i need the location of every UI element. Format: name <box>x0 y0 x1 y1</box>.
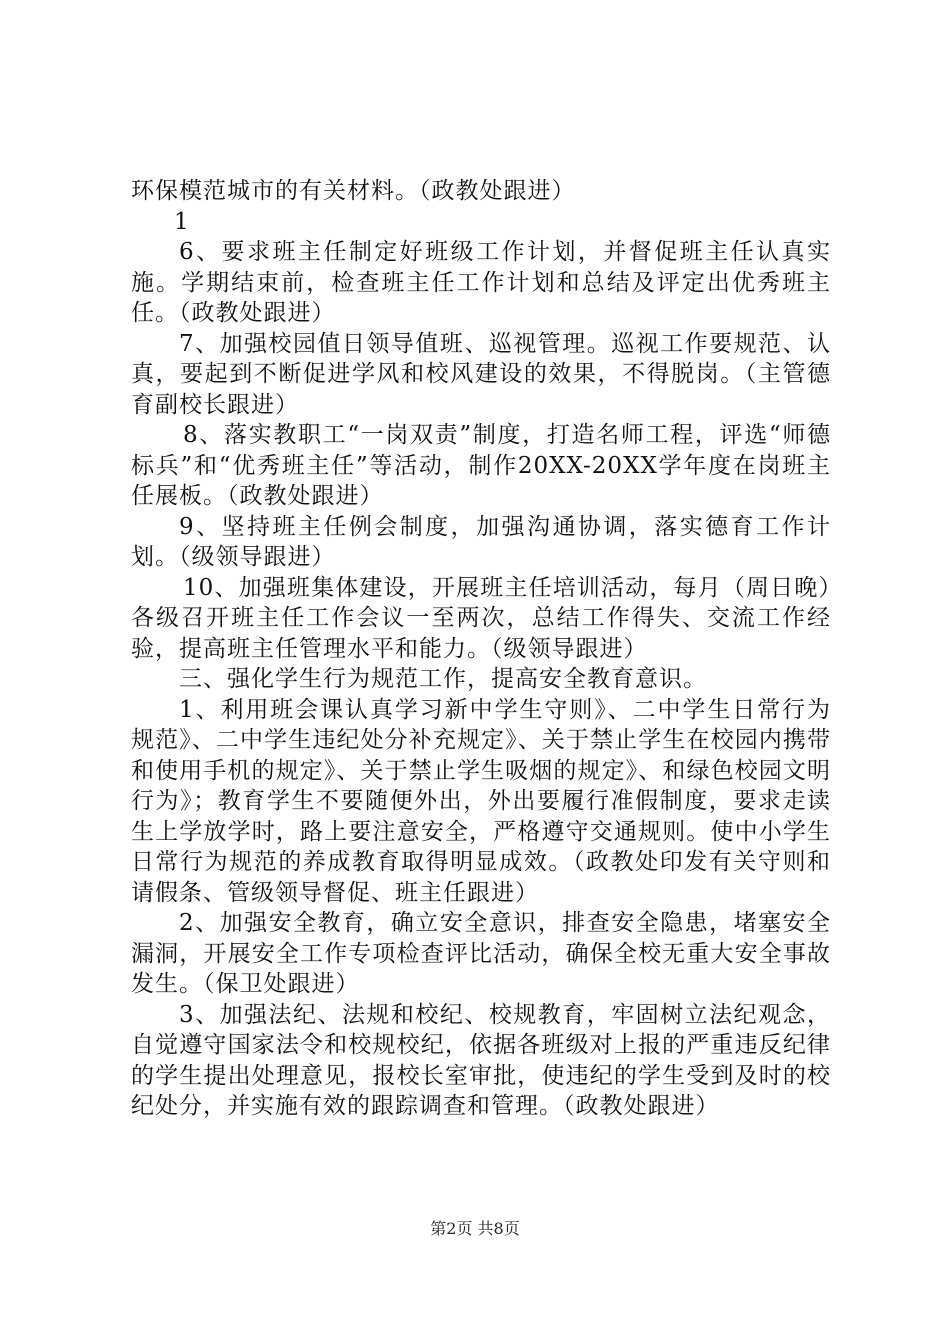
page-footer: 第2页 共8页 <box>430 1219 520 1238</box>
paragraph-section3-item-2: 2、加强安全教育，确立安全意识，排查安全隐患，堵塞安全漏洞，开展安全工作专项检查评比活动，确保全校无重大安全事故发生。（保卫处跟进） <box>131 910 831 997</box>
document-body <box>131 176 831 1122</box>
paragraph-item-6: 6、要求班主任制定好班级工作计划，并督促班主任认真实施。学期结束前，检查班主任工作计划和总结及评定出优秀班主任。（政教处跟进） <box>131 239 831 326</box>
paragraph-section3-item-1: 1、利用班会课认真学习新中学生守则》、二中学生日常行为规范》、二中学生违纪处分补充规定》、关于禁止学生在校园内携带和使用手机的规定》、关于禁止学生吸烟的规定》、和绿色校园文明行为》；教育学生不要随便外出，外出要履行准假制度，要求走读生上学放学时，路上要注意安全，严格遵守交通规则。使中小学生日常行为规范的养成教育取得明显成效。（政教处印发有关守则和请假条、管级领导督促、班主任跟进） <box>131 696 831 906</box>
paragraph-item-9: 9、坚持班主任例会制度，加强沟通协调，落实德育工作计划。（级领导跟进） <box>131 513 831 570</box>
section-heading-3: 三、强化学生行为规范工作，提高安全教育意识。 <box>179 666 707 692</box>
paragraph-item-8: 8、落实教职工“一岗双责”制度，打造名师工程，评选“师德标兵”和“优秀班主任”等活动，制作20XX-20XX学年度在岗班主任展板。（政教处跟进） <box>131 422 831 509</box>
paragraph-item-10: 10、加强班集体建设，开展班主任培训活动，每月（周日晚）各级召开班主任工作会议一至两次，总结工作得失、交流工作经验，提高班主任管理水平和能力。（级领导跟进） <box>131 574 831 662</box>
inline-page-number: 1 <box>174 208 190 235</box>
paragraph-continuation: 环保模范城市的有关材料。（政教处跟进） <box>131 178 576 204</box>
paragraph-item-7: 7、加强校园值日领导值班、巡视管理。巡视工作要规范、认真，要起到不断促进学风和校风建设的效果，不得脱岗。（主管德育副校长跟进） <box>131 330 831 418</box>
paragraph-section3-item-3: 3、加强法纪、法规和校纪、校规教育，牢固树立法纪观念，自觉遵守国家法令和校规校纪，依据各班级对上报的严重违反纪律的学生提出处理意见，报校长室审批，使违纪的学生受到及时的校纪处分，并实施有效的跟踪调查和管理。（政教处跟进） <box>131 1001 831 1119</box>
